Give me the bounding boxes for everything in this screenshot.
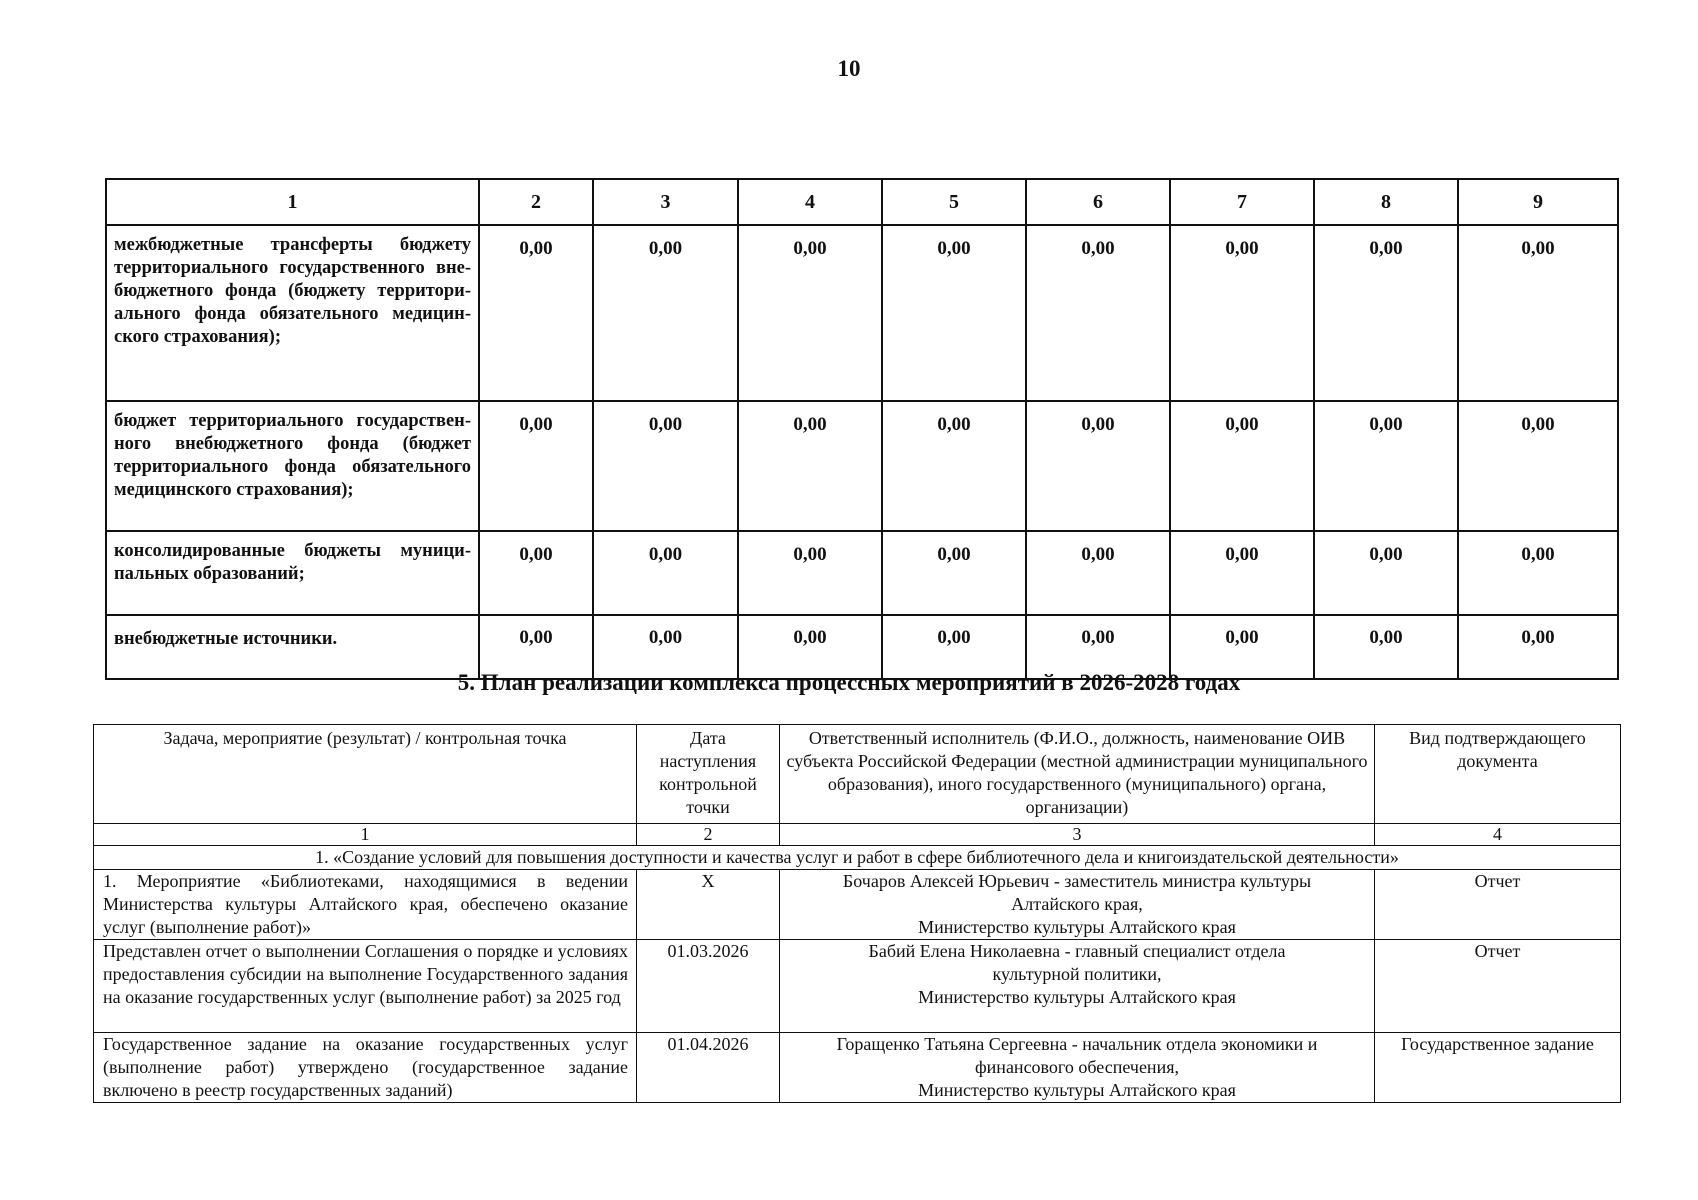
row-value: 0,00 <box>1170 531 1314 615</box>
date-cell: X <box>637 870 780 940</box>
row-value: 0,00 <box>1458 615 1618 679</box>
row-value: 0,00 <box>1170 401 1314 531</box>
task-title: 1. «Создание условий для повышения доступности и качества услуг и работ в сфере библиотечного дела и книгоиздательской деятельности» <box>94 846 1621 870</box>
row-value: 0,00 <box>593 401 738 531</box>
row-value: 0,00 <box>1026 401 1170 531</box>
executor-line: финансового обеспечения, <box>975 1057 1179 1077</box>
row-value: 0,00 <box>1314 615 1458 679</box>
row-value: 0,00 <box>738 531 882 615</box>
row-value: 0,00 <box>1026 615 1170 679</box>
column-number: 8 <box>1314 179 1458 225</box>
table-row <box>106 401 1618 531</box>
row-value: 0,00 <box>882 615 1026 679</box>
table-row <box>94 1033 1621 1103</box>
row-value: 0,00 <box>1170 225 1314 401</box>
activity-cell: 1. Мероприятие «Библиотеками, находящимися в ведении Министерства культуры Алтайского края, обеспечено оказание услуг (выполнение работ)» <box>94 870 637 940</box>
column-number: 6 <box>1026 179 1170 225</box>
column-header: Дата наступления контрольной точки <box>637 725 780 824</box>
column-header: Вид подтверждающего документа <box>1375 725 1621 824</box>
executor-line: Бабий Елена Николаевна - главный специалист отдела <box>868 941 1286 961</box>
column-number: 5 <box>882 179 1026 225</box>
plan-table <box>93 724 1621 1103</box>
row-value: 0,00 <box>1458 225 1618 401</box>
column-number: 2 <box>637 824 780 846</box>
executor-cell <box>780 870 1375 940</box>
document-cell: Отчет <box>1375 870 1621 940</box>
column-header: Задача, мероприятие (результат) / контрольная точка <box>94 725 637 824</box>
executor-line: Алтайского края, <box>1011 894 1143 914</box>
executor-line: Горащенко Татьяна Сергеевна - начальник отдела экономики и <box>836 1034 1318 1054</box>
row-value: 0,00 <box>479 401 593 531</box>
row-value: 0,00 <box>738 401 882 531</box>
row-value: 0,00 <box>479 225 593 401</box>
finance-table <box>105 178 1619 680</box>
column-number: 3 <box>780 824 1375 846</box>
date-cell: 01.04.2026 <box>637 1033 780 1103</box>
executor-line: Бочаров Алексей Юрьевич - заместитель министра культуры <box>842 871 1312 891</box>
table-row <box>106 225 1618 401</box>
table-row <box>94 870 1621 940</box>
table-row <box>106 531 1618 615</box>
date-cell: 01.03.2026 <box>637 940 780 1033</box>
row-label: внебюджетные источники. <box>106 615 479 679</box>
executor-line: Министерство культуры Алтайского края <box>918 987 1236 1007</box>
activity-cell: Представлен отчет о выполнении Соглашения о порядке и условиях предоставления субсидии на выполнение Государственного задания на оказание государственных услуг (выполнение работ) за 2025 год <box>94 940 637 1033</box>
column-number: 4 <box>1375 824 1621 846</box>
column-number: 7 <box>1170 179 1314 225</box>
document-cell: Отчет <box>1375 940 1621 1033</box>
column-number: 3 <box>593 179 738 225</box>
row-value: 0,00 <box>738 225 882 401</box>
row-label: межбюджетные трансферты бюджету территориального государственного внебюджетного фонда (бюджету территориального фонда обязательного медицинского страхования); <box>106 225 479 401</box>
row-value: 0,00 <box>593 531 738 615</box>
row-value: 0,00 <box>738 615 882 679</box>
row-value: 0,00 <box>1314 401 1458 531</box>
document-cell: Государственное задание <box>1375 1033 1621 1103</box>
finance-table-header-row <box>106 179 1618 225</box>
plan-table-header-row <box>94 725 1621 824</box>
row-value: 0,00 <box>1458 531 1618 615</box>
column-number: 9 <box>1458 179 1618 225</box>
column-number: 4 <box>738 179 882 225</box>
section-title: 5. План реализации комплекса процессных мероприятий в 2026-2028 годах <box>457 670 1241 695</box>
executor-cell <box>780 940 1375 1033</box>
executor-cell <box>780 1033 1375 1103</box>
row-value: 0,00 <box>1458 401 1618 531</box>
row-value: 0,00 <box>593 225 738 401</box>
column-number: 2 <box>479 179 593 225</box>
executor-line: Министерство культуры Алтайского края <box>918 917 1236 937</box>
executor-line: культурной политики, <box>992 964 1162 984</box>
column-number-row <box>94 824 1621 846</box>
row-value: 0,00 <box>479 615 593 679</box>
row-value: 0,00 <box>1314 531 1458 615</box>
column-number: 1 <box>106 179 479 225</box>
activity-cell: Государственное задание на оказание государственных услуг (выполнение работ) утверждено (государственное задание включено в реестр государственных заданий) <box>94 1033 637 1103</box>
row-label: консолидированные бюджеты муниципальных образований; <box>106 531 479 615</box>
row-value: 0,00 <box>593 615 738 679</box>
executor-line: Министерство культуры Алтайского края <box>918 1080 1236 1100</box>
row-value: 0,00 <box>1026 531 1170 615</box>
row-value: 0,00 <box>882 401 1026 531</box>
row-value: 0,00 <box>1314 225 1458 401</box>
table-row <box>94 940 1621 1033</box>
column-header: Ответственный исполнитель (Ф.И.О., должность, наименование ОИВ субъекта Российской Федерации (местной администрации муниципального образования), иного государственного (муниципального) органа, организации) <box>780 725 1375 824</box>
page-number: 10 <box>837 56 861 81</box>
row-label: бюджет территориального государственного внебюджетного фонда (бюджет территориального фонда обязательного медицинского страхования); <box>106 401 479 531</box>
row-value: 0,00 <box>1170 615 1314 679</box>
row-value: 0,00 <box>479 531 593 615</box>
row-value: 0,00 <box>882 225 1026 401</box>
task-row <box>94 846 1621 870</box>
row-value: 0,00 <box>882 531 1026 615</box>
column-number: 1 <box>94 824 637 846</box>
row-value: 0,00 <box>1026 225 1170 401</box>
